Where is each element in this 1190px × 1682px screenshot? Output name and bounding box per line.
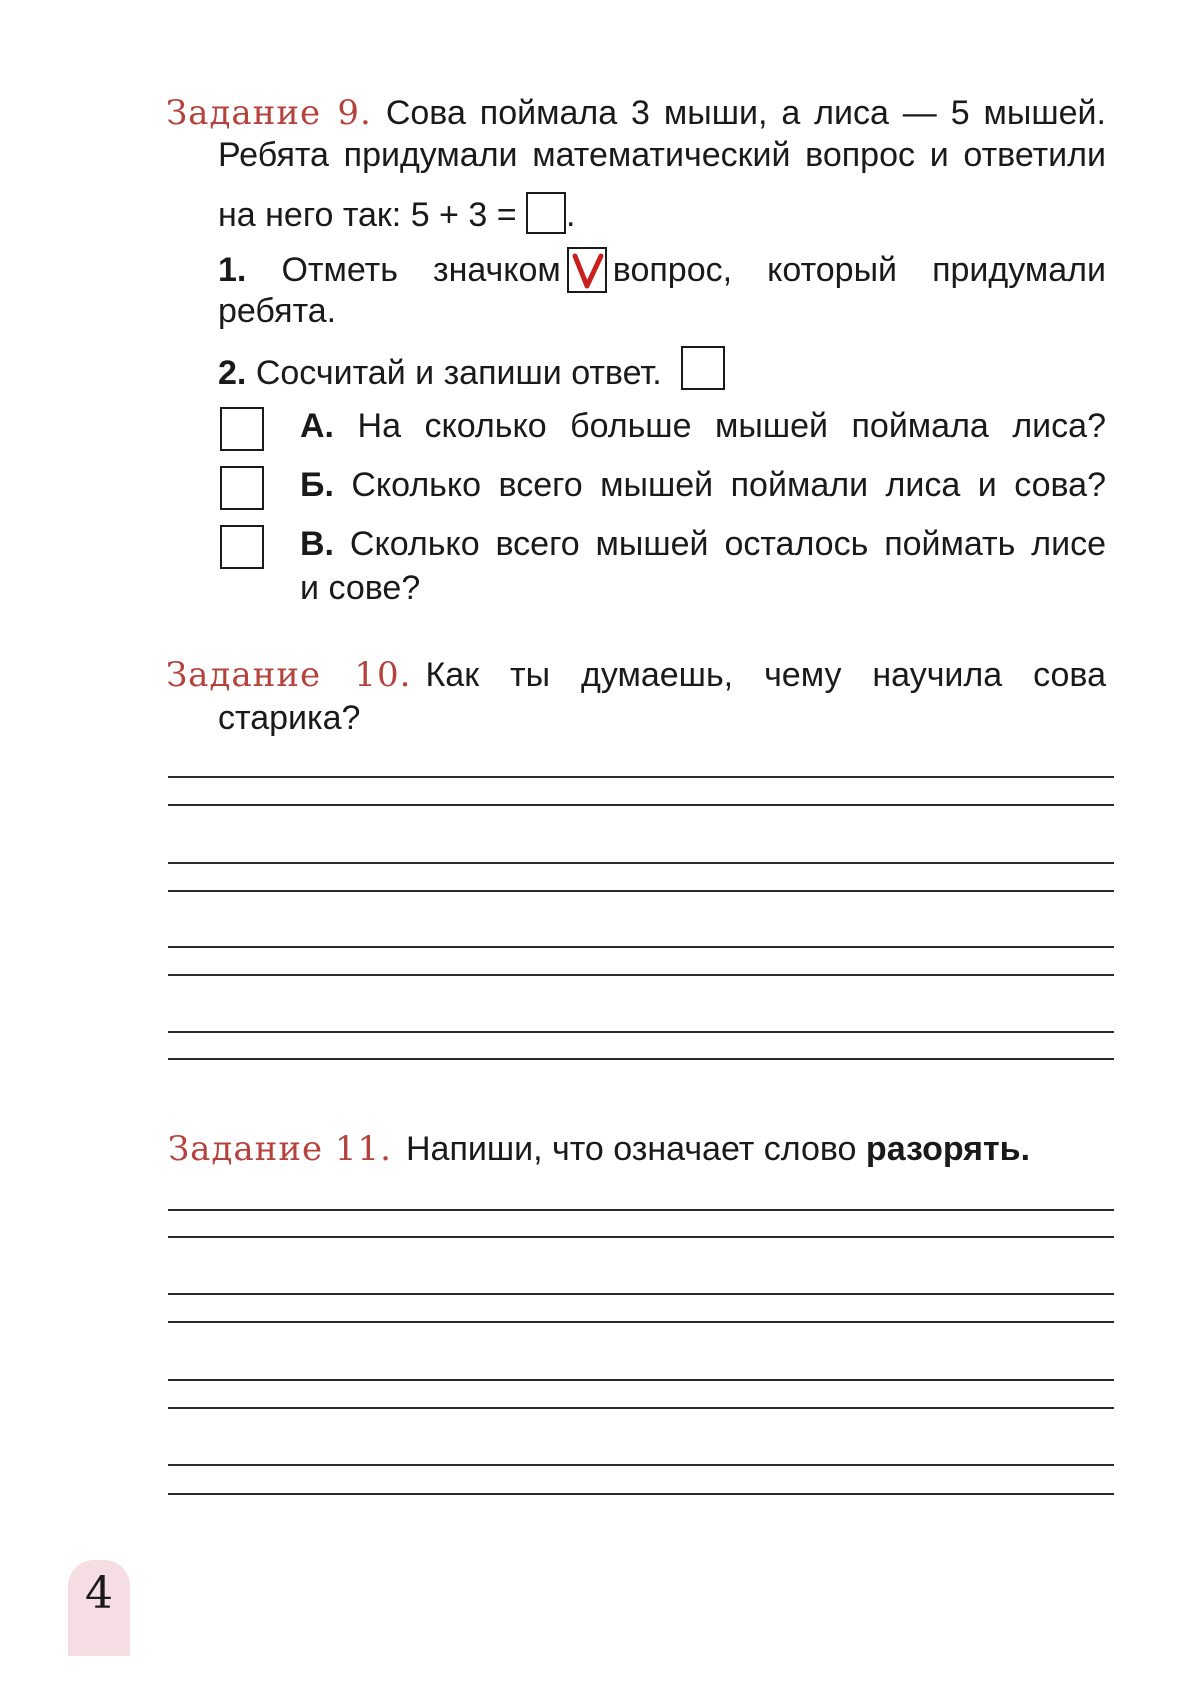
answer-line <box>168 1321 1114 1323</box>
task10-label: Задание 10. <box>166 655 412 695</box>
q1-text-after: вопрос, который придумали <box>612 251 1106 289</box>
answer-line <box>168 1209 1114 1211</box>
option-v-line2: и сове? <box>300 569 421 607</box>
task11-text: Напиши, что означает слово <box>405 1130 857 1168</box>
answer-line <box>168 1293 1114 1295</box>
answer-line <box>168 1058 1114 1060</box>
option-b-letter: Б. <box>300 466 334 504</box>
answer-line <box>168 1379 1114 1381</box>
task9-q1-line2: ребята. <box>218 292 337 330</box>
option-b-text: Сколько всего мышей поймали лиса и сова? <box>351 466 1106 504</box>
q2-text: Сосчитай и запиши ответ. <box>255 354 662 392</box>
option-a <box>300 404 1106 448</box>
q1-number: 1. <box>218 251 247 289</box>
answer-line <box>168 862 1114 864</box>
answer-line <box>168 974 1114 976</box>
q1-text-before: Отметь значком <box>281 251 561 289</box>
task11-period: . <box>1020 1130 1031 1168</box>
option-v-checkbox[interactable] <box>220 525 264 569</box>
answer-line <box>168 804 1114 806</box>
task9-label: Задание 9. <box>166 93 372 133</box>
answer-line <box>168 1407 1114 1409</box>
task9-heading <box>166 92 1106 134</box>
check-mark-icon <box>567 247 607 293</box>
option-a-checkbox[interactable] <box>220 407 264 451</box>
task10-line2: старика? <box>218 699 361 737</box>
task9-line3 <box>218 192 575 236</box>
task10-heading <box>166 654 1106 696</box>
answer-line <box>168 1493 1114 1495</box>
task11-label: Задание 11. <box>168 1129 392 1169</box>
equation-answer-box[interactable] <box>526 192 566 234</box>
page-number: 4 <box>85 1568 113 1619</box>
answer-line <box>168 890 1114 892</box>
option-b <box>300 463 1106 507</box>
task9-q2 <box>218 346 725 394</box>
option-b-checkbox[interactable] <box>220 466 264 510</box>
option-v <box>300 522 1106 566</box>
task11-word: разорять <box>865 1130 1021 1168</box>
answer-line <box>168 946 1114 948</box>
option-a-letter: А. <box>300 407 334 445</box>
period: . <box>566 196 576 234</box>
task9-line2: Ребята придумали математический вопрос и ответили <box>218 136 1106 174</box>
option-v-text: Сколько всего мышей осталось поймать лисе <box>349 525 1106 563</box>
answer-line <box>168 776 1114 778</box>
q2-answer-box[interactable] <box>681 346 725 390</box>
q2-number: 2. <box>218 354 247 392</box>
task11-heading <box>168 1128 1030 1170</box>
answer-line <box>168 1464 1114 1466</box>
task9-equation: на него так: 5 + 3 = <box>218 196 517 234</box>
task9-q1 <box>218 247 1106 293</box>
answer-line <box>168 1031 1114 1033</box>
option-a-text: На сколько больше мышей поймала лиса? <box>357 407 1106 445</box>
task10-line1: Как ты думаешь, чему научила сова <box>425 656 1107 694</box>
task9-line1: Сова поймала 3 мыши, а лиса — 5 мышей. <box>385 94 1106 132</box>
option-v-letter: В. <box>300 525 334 563</box>
answer-line <box>168 1236 1114 1238</box>
